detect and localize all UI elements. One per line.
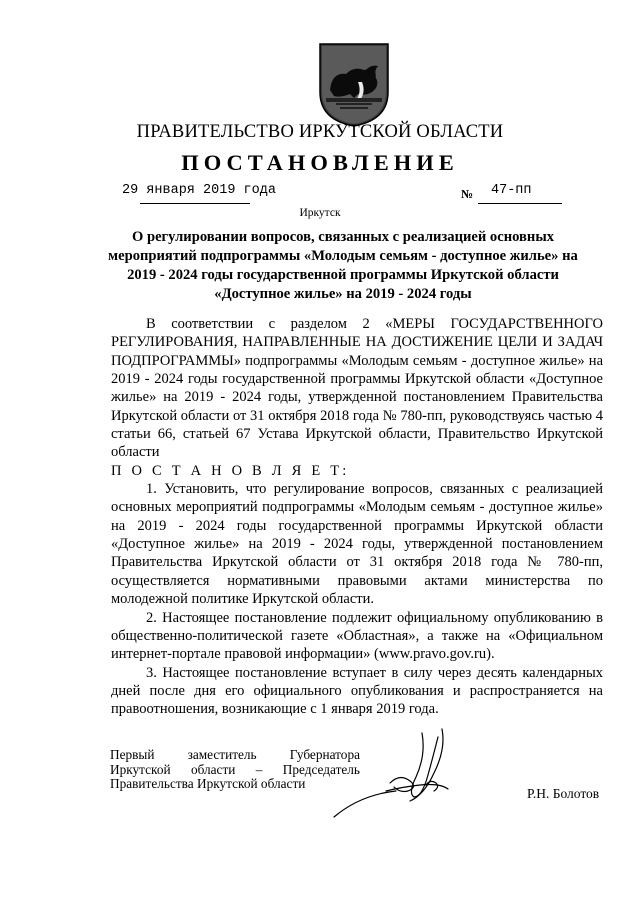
item-1-paragraph: 1. Установить, что регулирование вопросов, связанных с реализацией основных мероприятий подпрограммы «Молодым семьям - доступное жилье» на 2019 - 2024 годы государственной программы Иркутской области «Доступное жилье» на 2019 - 2024 годы, утвержденной постановлением Правительства Иркутской области от 31 октября 2018 года № 780-пп, осуществляется нормативными правовыми актами министерства по молодежной политике Иркутской области.: [111, 481, 603, 608]
coat-of-arms-icon: [318, 42, 390, 128]
document-date: 29 января 2019 года: [122, 183, 276, 198]
organization-name: ПРАВИТЕЛЬСТВО ИРКУТСКОЙ ОБЛАСТИ: [136, 122, 504, 142]
document-type: ПОСТАНОВЛЕНИЕ: [181, 150, 459, 175]
signer-position: [110, 748, 360, 792]
document-title: О регулировании вопросов, связанных с реализацией основных мероприятий подпрограммы «Молодым семьям - доступное жилье» на 2019 - 2024 годы государственной программы Иркутской области «Доступное жилье» на 2019 - 2024 годы: [108, 229, 578, 302]
position-line-2: Иркутской области – Председатель: [110, 761, 360, 777]
decree-word: П О С Т А Н О В Л Я Е Т:: [111, 462, 350, 479]
date-underline: [140, 203, 250, 204]
number-label: №: [461, 187, 474, 201]
number-underline: [478, 203, 562, 204]
document-body: [111, 315, 603, 719]
city: Иркутск: [299, 207, 341, 219]
preamble-paragraph: В соответствии с разделом 2 «МЕРЫ ГОСУДАРСТВЕННОГО РЕГУЛИРОВАНИЯ, НАПРАВЛЕННЫЕ НА ДОСТИЖЕНИЕ ЦЕЛИ И ЗАДАЧ ПОДПРОГРАММЫ» подпрограммы «Молодым семьям - доступное жилье» на 2019 - 2024 годы государственной программы Иркутской области «Доступное жилье» на 2019 - 2024 годы, утвержденной постановлением Правительства Иркутской области от 31 октября 2018 года № 780-пп, руководствуясь частью 4 статьи 66, статьей 67 Устава Иркутской области, Правительство Иркутской области: [111, 316, 603, 461]
item-2-paragraph: 2. Настоящее постановление подлежит официальному опубликованию в общественно-политической газете «Областная», а также на «Официальном интернет-портале правовой информации» (www.pravo.gov.ru).: [111, 609, 603, 663]
position-line-3: Правительства Иркутской области: [110, 776, 306, 791]
signer-name: Р.Н. Болотов: [527, 786, 600, 801]
position-line-1: Первый заместитель Губернатора: [110, 747, 360, 762]
document-number: 47-пп: [491, 183, 532, 198]
handwritten-signature-icon: [330, 725, 480, 820]
item-3-paragraph: 3. Настоящее постановление вступает в силу через десять календарных дней после дня его официального опубликования и распространяется на правоотношения, возникающие с 1 января 2019 года.: [111, 664, 603, 718]
